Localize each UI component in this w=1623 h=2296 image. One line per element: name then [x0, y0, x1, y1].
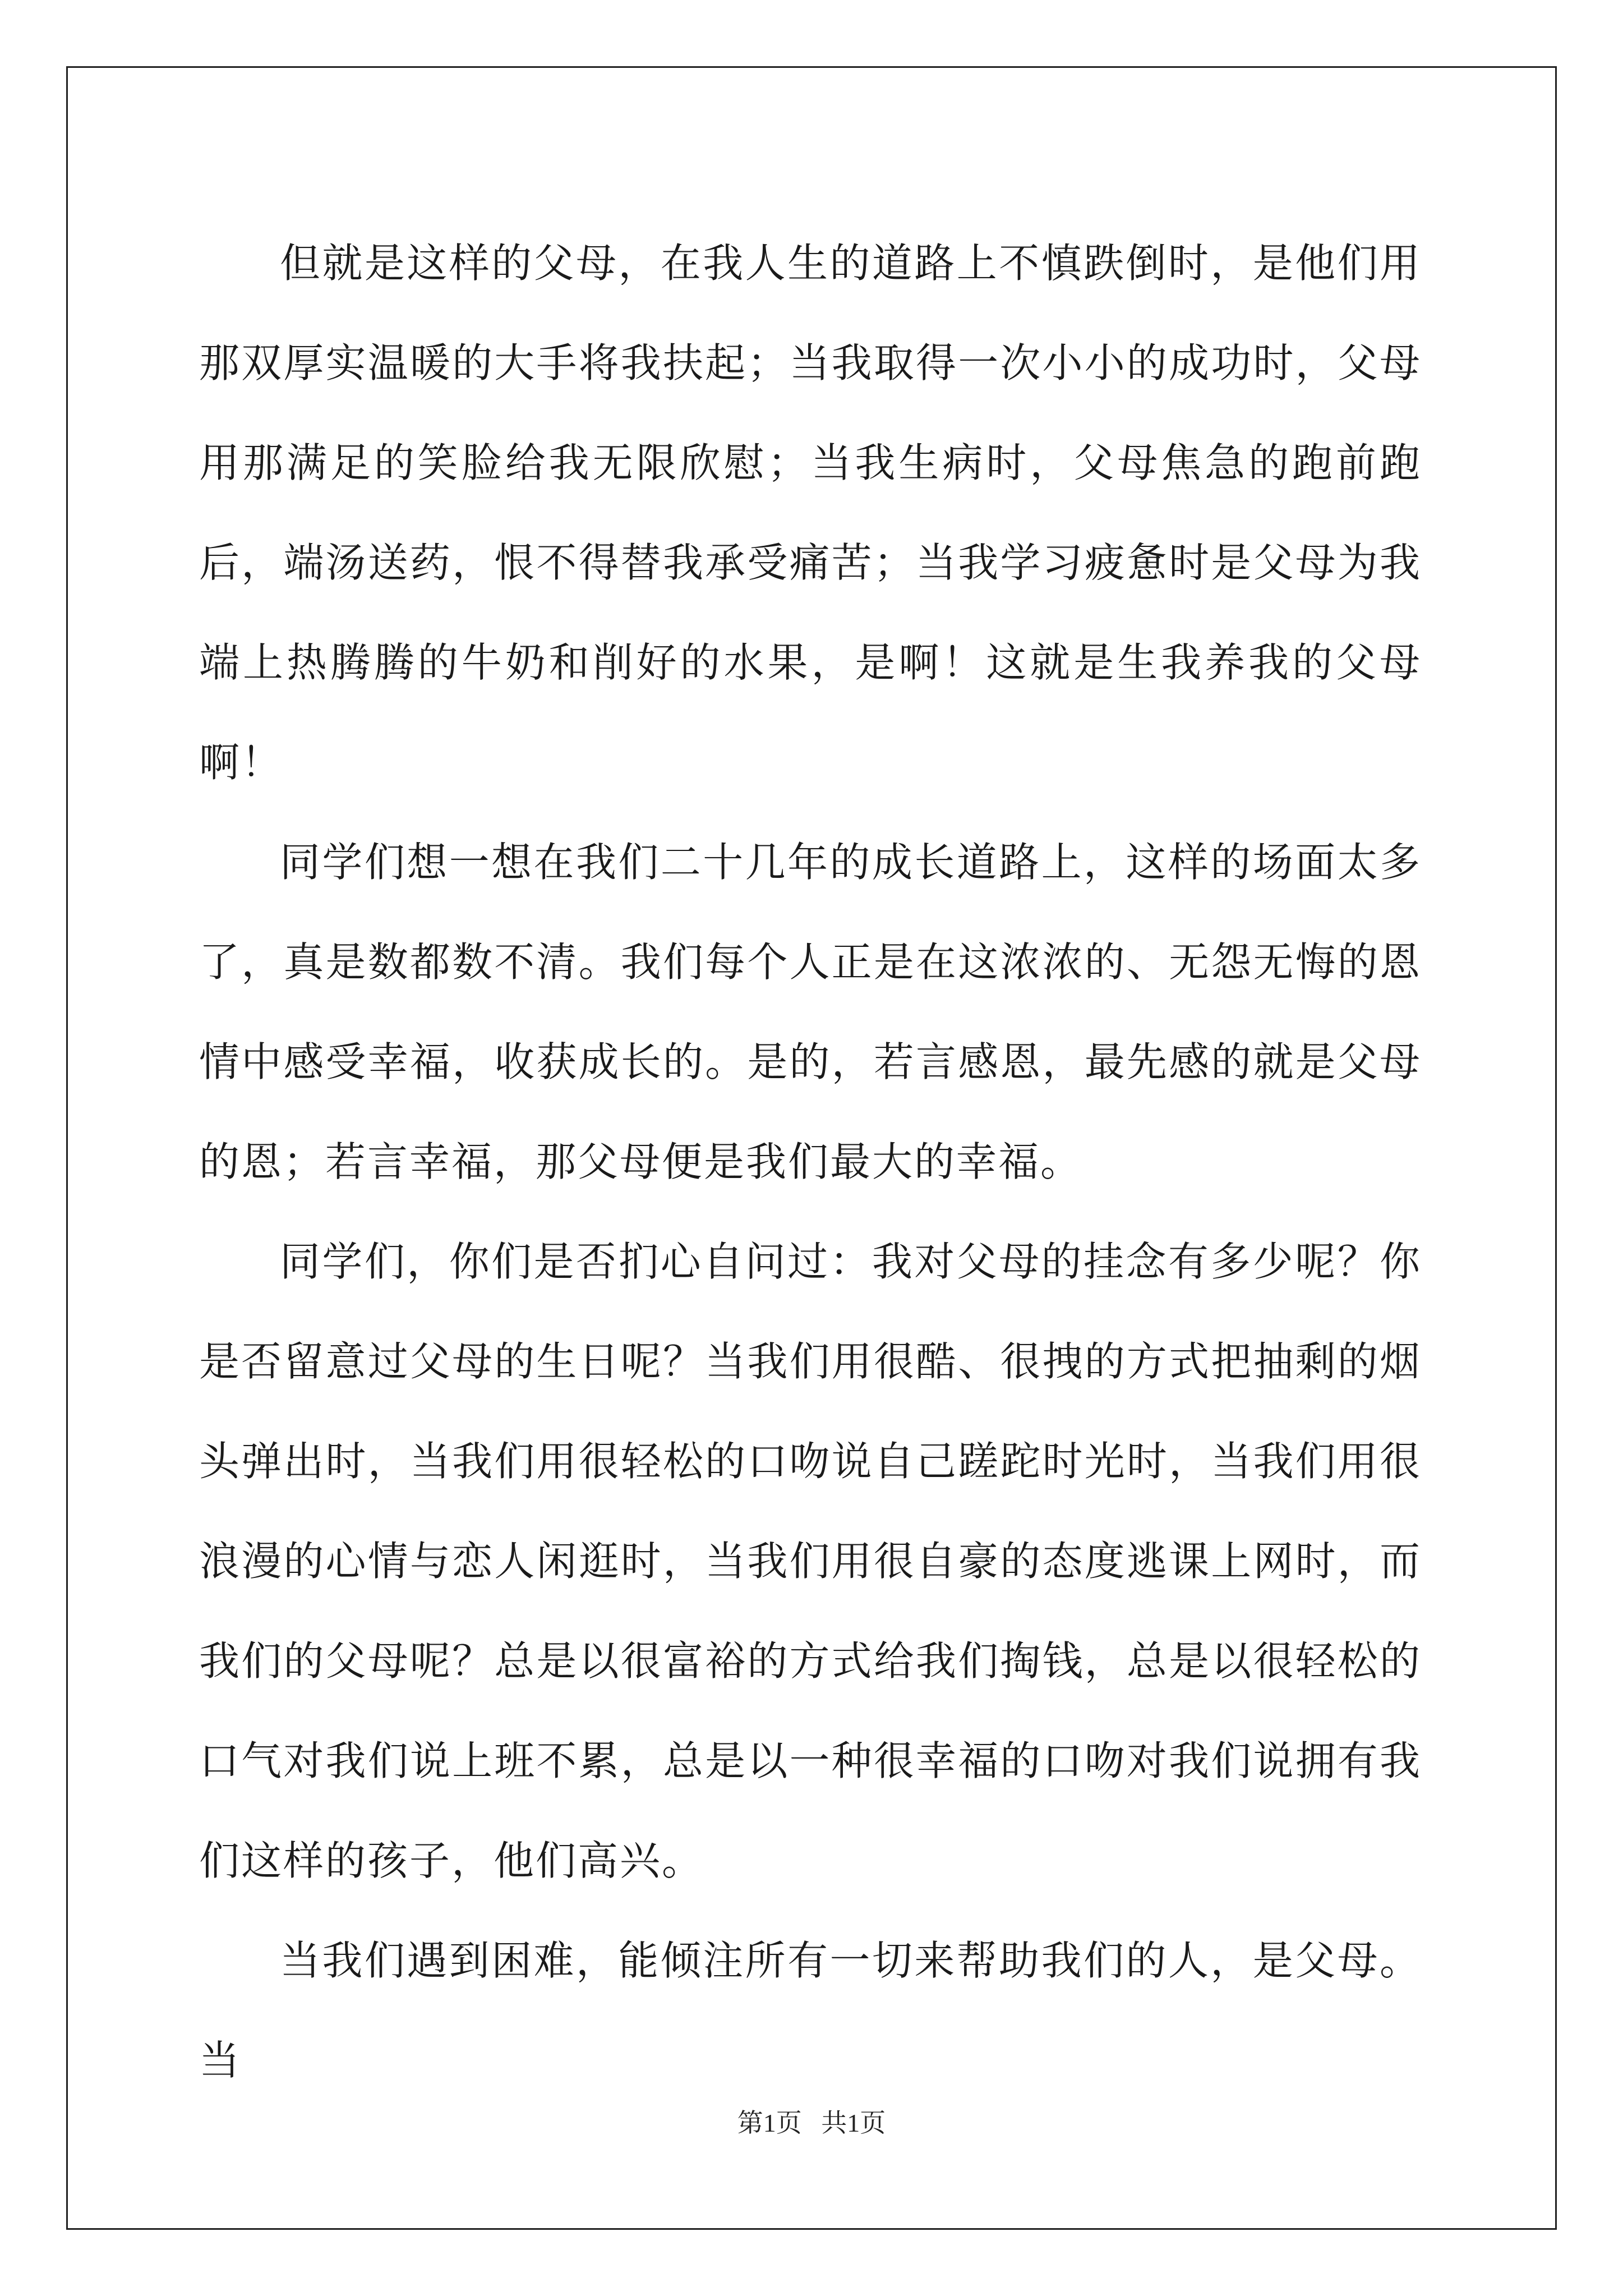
paragraph-1: 但就是这样的父母，在我人生的道路上不慎跌倒时，是他们用那双厚实温暖的大手将我扶起；当我取得一次小小的成功时，父母用那满足的笑脸给我无限欣慰；当我生病时，父母焦急的跑前跑后，端汤送药，恨不得替我承受痛苦；当我学习疲惫时是父母为我端上热腾腾的牛奶和削好的水果，是啊！这就是生我养我的父母啊！: [199, 240, 1422, 786]
paragraph-4: 当我们遇到困难，能倾注所有一切来帮助我们的人，是父母。当: [199, 1937, 1422, 2084]
document-body: [199, 213, 1422, 2110]
paragraph-2: 同学们想一想在我们二十几年的成长道路上，这样的场面太多了，真是数都数不清。我们每个人正是在这浓浓的、无怨无悔的恩情中感受幸福，收获成长的。是的，若言感恩，最先感的就是父母的恩；若言幸福，那父母便是我们最大的幸福。: [199, 839, 1422, 1185]
page-footer: 第1页 共1页: [737, 2109, 886, 2137]
paragraph-3: 同学们，你们是否扪心自问过：我对父母的挂念有多少呢？你是否留意过父母的生日呢？当我们用很酷、很拽的方式把抽剩的烟头弹出时，当我们用很轻松的口吻说自己蹉跎时光时，当我们用很浪漫的心情与恋人闲逛时，当我们用很自豪的态度逃课上网时，而我们的父母呢？总是以很富裕的方式给我们掏钱，总是以很轻松的口气对我们说上班不累，总是以一种很幸福的口吻对我们说拥有我们这样的孩子，他们高兴。: [199, 1238, 1422, 1884]
